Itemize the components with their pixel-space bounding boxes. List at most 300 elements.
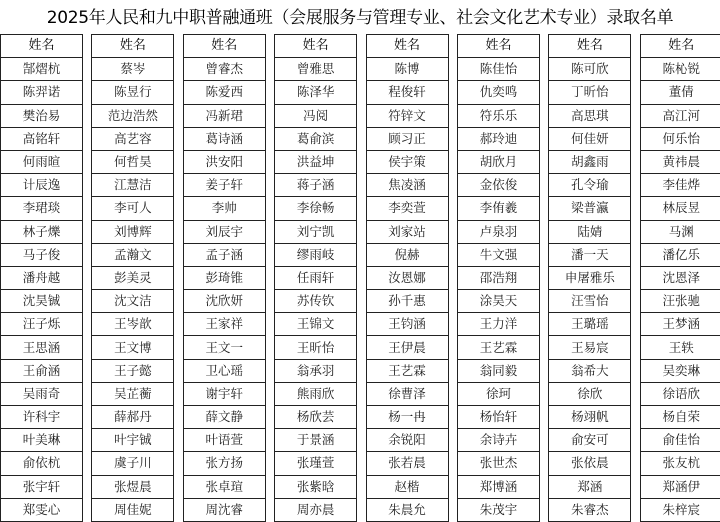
table-row xyxy=(275,406,357,429)
student-name: 于景涵 xyxy=(275,429,357,452)
table-row xyxy=(549,58,631,81)
table-row xyxy=(92,336,174,359)
student-name: 刘博辉 xyxy=(92,220,174,243)
student-name: 姜子轩 xyxy=(183,174,265,197)
student-name: 张世杰 xyxy=(457,452,539,475)
student-name: 何雨暄 xyxy=(1,150,83,173)
student-name: 仇奕鸣 xyxy=(457,81,539,104)
page-title: 2025年人民和九中职普融通班（会展服务与管理专业、社会文化艺术专业）录取名单 xyxy=(46,8,674,28)
student-name: 丁昕怡 xyxy=(549,81,631,104)
column-header-name: 姓名 xyxy=(549,35,631,58)
student-name: 何佳妍 xyxy=(549,127,631,150)
student-name: 符锌文 xyxy=(366,104,448,127)
table-row xyxy=(275,174,357,197)
table-row xyxy=(183,197,265,220)
student-name: 杨翊帆 xyxy=(549,406,631,429)
student-name: 叶宇铖 xyxy=(92,429,174,452)
table-row xyxy=(92,127,174,150)
student-name: 蒋子涵 xyxy=(275,174,357,197)
table-header-row xyxy=(549,35,631,58)
table-row xyxy=(640,452,720,475)
student-name: 曾雅思 xyxy=(275,58,357,81)
table-row xyxy=(366,150,448,173)
student-name: 郝玲迪 xyxy=(457,127,539,150)
student-name: 牛文强 xyxy=(457,243,539,266)
table-row xyxy=(1,197,83,220)
column-header-name: 姓名 xyxy=(183,35,265,58)
roster-table xyxy=(366,34,449,522)
table-row xyxy=(1,127,83,150)
table-row xyxy=(366,452,448,475)
table-row xyxy=(640,58,720,81)
table-row xyxy=(1,498,83,521)
student-name: 李侑羲 xyxy=(457,197,539,220)
table-row xyxy=(366,290,448,313)
table-row xyxy=(549,104,631,127)
student-name: 高铭轩 xyxy=(1,127,83,150)
table-row xyxy=(1,220,83,243)
student-name: 郑博涵 xyxy=(457,475,539,498)
table-row xyxy=(640,266,720,289)
table-row xyxy=(366,104,448,127)
student-name: 潘舟越 xyxy=(1,266,83,289)
student-name: 王昕怡 xyxy=(275,336,357,359)
student-name: 赵楷 xyxy=(366,475,448,498)
student-name: 吴芷蘅 xyxy=(92,382,174,405)
table-row xyxy=(457,429,539,452)
student-name: 汝恩娜 xyxy=(366,266,448,289)
table-row xyxy=(640,498,720,521)
table-row xyxy=(457,452,539,475)
student-name: 何乐怡 xyxy=(640,127,720,150)
student-name: 朱梓宸 xyxy=(640,498,720,521)
student-name: 王文博 xyxy=(92,336,174,359)
table-row xyxy=(275,266,357,289)
table-row xyxy=(183,81,265,104)
student-name: 郑涵 xyxy=(549,475,631,498)
table-row xyxy=(549,174,631,197)
student-name: 任雨轩 xyxy=(275,266,357,289)
table-header-row xyxy=(275,35,357,58)
roster-table xyxy=(0,34,83,522)
table-row xyxy=(549,359,631,382)
student-name: 李奕萱 xyxy=(366,197,448,220)
student-name: 张友杭 xyxy=(640,452,720,475)
student-name: 符乐乐 xyxy=(457,104,539,127)
table-row xyxy=(92,406,174,429)
student-name: 刘宁凯 xyxy=(275,220,357,243)
table-row xyxy=(640,220,720,243)
student-name: 金依俊 xyxy=(457,174,539,197)
table-row xyxy=(275,58,357,81)
column-header-name: 姓名 xyxy=(1,35,83,58)
table-row xyxy=(92,266,174,289)
table-row xyxy=(366,220,448,243)
student-name: 倪赫 xyxy=(366,243,448,266)
table-row xyxy=(92,290,174,313)
table-row xyxy=(183,58,265,81)
table-row xyxy=(183,382,265,405)
table-row xyxy=(275,104,357,127)
table-row xyxy=(549,313,631,336)
student-name: 涂昊天 xyxy=(457,290,539,313)
student-name: 叶美琳 xyxy=(1,429,83,452)
table-header-row xyxy=(92,35,174,58)
student-name: 王子懿 xyxy=(92,359,174,382)
student-name: 董倩 xyxy=(640,81,720,104)
table-row xyxy=(1,290,83,313)
table-row xyxy=(275,81,357,104)
table-row xyxy=(366,243,448,266)
table-row xyxy=(92,359,174,382)
student-name: 薛文静 xyxy=(183,406,265,429)
student-name: 张依晨 xyxy=(549,452,631,475)
student-name: 王文一 xyxy=(183,336,265,359)
table-row xyxy=(549,406,631,429)
table-row xyxy=(1,104,83,127)
student-name: 卢泉羽 xyxy=(457,220,539,243)
table-row xyxy=(640,197,720,220)
table-row xyxy=(1,150,83,173)
table-row xyxy=(549,290,631,313)
column-header-name: 姓名 xyxy=(640,35,720,58)
student-name: 洪安阳 xyxy=(183,150,265,173)
student-name: 梁普瀛 xyxy=(549,197,631,220)
table-row xyxy=(1,359,83,382)
table-row xyxy=(549,498,631,521)
table-row xyxy=(457,58,539,81)
table-row xyxy=(457,104,539,127)
table-row xyxy=(549,429,631,452)
column-header-name: 姓名 xyxy=(92,35,174,58)
student-name: 郜熠杭 xyxy=(1,58,83,81)
student-name: 王易宸 xyxy=(549,336,631,359)
student-name: 孟瀚文 xyxy=(92,243,174,266)
student-name: 陈博 xyxy=(366,58,448,81)
table-row xyxy=(457,290,539,313)
student-name: 吴奕琳 xyxy=(640,359,720,382)
student-name: 王璐瑶 xyxy=(549,313,631,336)
student-name: 陈可欣 xyxy=(549,58,631,81)
student-name: 林子爍 xyxy=(1,220,83,243)
table-row xyxy=(457,382,539,405)
table-row xyxy=(366,359,448,382)
table-row xyxy=(1,313,83,336)
student-name: 王锦文 xyxy=(275,313,357,336)
student-name: 徐欣 xyxy=(549,382,631,405)
table-row xyxy=(183,150,265,173)
student-name: 周佳妮 xyxy=(92,498,174,521)
table-row xyxy=(275,475,357,498)
table-row xyxy=(457,359,539,382)
table-header-row xyxy=(366,35,448,58)
table-row xyxy=(457,266,539,289)
student-name: 王梦涵 xyxy=(640,313,720,336)
student-name: 潘一天 xyxy=(549,243,631,266)
table-row xyxy=(366,429,448,452)
table-row xyxy=(275,243,357,266)
table-row xyxy=(183,313,265,336)
student-name: 沈恩泽 xyxy=(640,266,720,289)
table-row xyxy=(640,429,720,452)
student-name: 杨自荣 xyxy=(640,406,720,429)
student-name: 孙千惠 xyxy=(366,290,448,313)
student-name: 葛诗涵 xyxy=(183,127,265,150)
table-row xyxy=(1,336,83,359)
table-row xyxy=(92,498,174,521)
student-name: 王艺霖 xyxy=(457,336,539,359)
table-row xyxy=(549,197,631,220)
student-name: 叶语萱 xyxy=(183,429,265,452)
student-name: 俞安可 xyxy=(549,429,631,452)
student-name: 徐曹泽 xyxy=(366,382,448,405)
student-name: 刘家站 xyxy=(366,220,448,243)
student-name: 许科宇 xyxy=(1,406,83,429)
table-row xyxy=(183,452,265,475)
table-row xyxy=(549,475,631,498)
student-name: 李徐畅 xyxy=(275,197,357,220)
table-row xyxy=(640,313,720,336)
student-name: 俞佳怡 xyxy=(640,429,720,452)
table-row xyxy=(92,220,174,243)
table-row xyxy=(1,58,83,81)
table-row xyxy=(549,81,631,104)
table-row xyxy=(1,475,83,498)
student-name: 葛俞滨 xyxy=(275,127,357,150)
student-name: 王思涵 xyxy=(1,336,83,359)
table-row xyxy=(640,382,720,405)
student-name: 王伊晨 xyxy=(366,336,448,359)
table-row xyxy=(183,406,265,429)
student-name: 翁承羽 xyxy=(275,359,357,382)
student-name: 薛郝丹 xyxy=(92,406,174,429)
student-name: 沈欣妍 xyxy=(183,290,265,313)
table-row xyxy=(183,243,265,266)
table-row xyxy=(1,243,83,266)
student-name: 申屠雅乐 xyxy=(549,266,631,289)
student-name: 冯阅 xyxy=(275,104,357,127)
table-row xyxy=(183,429,265,452)
table-row xyxy=(457,475,539,498)
table-row xyxy=(457,243,539,266)
table-row xyxy=(366,313,448,336)
student-name: 刘辰宇 xyxy=(183,220,265,243)
student-name: 潘亿乐 xyxy=(640,243,720,266)
table-row xyxy=(275,197,357,220)
table-row xyxy=(275,127,357,150)
student-name: 翁希大 xyxy=(549,359,631,382)
table-row xyxy=(92,382,174,405)
table-row xyxy=(183,498,265,521)
roster-table xyxy=(274,34,357,522)
column-header-name: 姓名 xyxy=(366,35,448,58)
student-name: 苏传钦 xyxy=(275,290,357,313)
student-name: 汪雪怡 xyxy=(549,290,631,313)
table-row xyxy=(1,266,83,289)
table-row xyxy=(549,150,631,173)
table-row xyxy=(92,81,174,104)
student-name: 王轶 xyxy=(640,336,720,359)
table-row xyxy=(366,58,448,81)
table-row xyxy=(92,150,174,173)
student-name: 沈昊铖 xyxy=(1,290,83,313)
student-name: 翁同毅 xyxy=(457,359,539,382)
student-name: 陈爱西 xyxy=(183,81,265,104)
student-name: 高江河 xyxy=(640,104,720,127)
table-row xyxy=(640,243,720,266)
table-row xyxy=(640,174,720,197)
student-name: 张卓瑄 xyxy=(183,475,265,498)
student-name: 樊治易 xyxy=(1,104,83,127)
table-row xyxy=(183,127,265,150)
table-row xyxy=(366,81,448,104)
student-name: 侯宇策 xyxy=(366,150,448,173)
table-row xyxy=(183,336,265,359)
roster-table xyxy=(91,34,174,522)
student-name: 王艺霖 xyxy=(366,359,448,382)
student-name: 陆婧 xyxy=(549,220,631,243)
table-row xyxy=(183,475,265,498)
student-name: 吴雨奇 xyxy=(1,382,83,405)
student-name: 孔令瑜 xyxy=(549,174,631,197)
student-name: 朱晨允 xyxy=(366,498,448,521)
student-name: 余锐阳 xyxy=(366,429,448,452)
table-row xyxy=(92,475,174,498)
table-row xyxy=(275,336,357,359)
student-name: 王钧涵 xyxy=(366,313,448,336)
table-row xyxy=(640,127,720,150)
student-name: 曾睿杰 xyxy=(183,58,265,81)
table-header-row xyxy=(640,35,720,58)
student-name: 陈羿诺 xyxy=(1,81,83,104)
student-name: 汪子烁 xyxy=(1,313,83,336)
table-row xyxy=(366,266,448,289)
table-row xyxy=(92,58,174,81)
student-name: 张紫晗 xyxy=(275,475,357,498)
table-row xyxy=(366,382,448,405)
table-row xyxy=(640,81,720,104)
student-name: 王俞涵 xyxy=(1,359,83,382)
student-name: 张宇轩 xyxy=(1,475,83,498)
roster-grid xyxy=(0,34,720,517)
student-name: 杨欣芸 xyxy=(275,406,357,429)
table-row xyxy=(1,81,83,104)
student-name: 王家祥 xyxy=(183,313,265,336)
student-name: 洪益坤 xyxy=(275,150,357,173)
table-row xyxy=(183,266,265,289)
table-header-row xyxy=(183,35,265,58)
table-row xyxy=(275,313,357,336)
student-name: 谢宇轩 xyxy=(183,382,265,405)
table-row xyxy=(183,104,265,127)
student-name: 陈泽华 xyxy=(275,81,357,104)
table-row xyxy=(366,336,448,359)
column-header-name: 姓名 xyxy=(275,35,357,58)
student-name: 高思琪 xyxy=(549,104,631,127)
student-name: 杨一冉 xyxy=(366,406,448,429)
student-name: 熊雨欣 xyxy=(275,382,357,405)
table-row xyxy=(640,336,720,359)
student-name: 焦凌涵 xyxy=(366,174,448,197)
student-name: 计辰逸 xyxy=(1,174,83,197)
student-name: 缪雨岐 xyxy=(275,243,357,266)
student-name: 林辰昱 xyxy=(640,197,720,220)
table-row xyxy=(640,406,720,429)
table-row xyxy=(457,197,539,220)
table-row xyxy=(92,174,174,197)
student-name: 郑涵伊 xyxy=(640,475,720,498)
student-name: 王岑歆 xyxy=(92,313,174,336)
table-header-row xyxy=(1,35,83,58)
table-row xyxy=(275,150,357,173)
roster-table xyxy=(640,34,720,522)
table-row xyxy=(92,313,174,336)
student-name: 沈文洁 xyxy=(92,290,174,313)
student-name: 冯新珺 xyxy=(183,104,265,127)
table-row xyxy=(275,452,357,475)
student-name: 虞子川 xyxy=(92,452,174,475)
table-row xyxy=(457,127,539,150)
table-row xyxy=(457,150,539,173)
table-row xyxy=(457,406,539,429)
student-name: 陈昱行 xyxy=(92,81,174,104)
table-row xyxy=(640,359,720,382)
table-row xyxy=(275,290,357,313)
table-row xyxy=(549,220,631,243)
table-row xyxy=(92,243,174,266)
student-name: 余诗卉 xyxy=(457,429,539,452)
table-row xyxy=(640,104,720,127)
student-name: 陈杺锐 xyxy=(640,58,720,81)
student-name: 胡鑫雨 xyxy=(549,150,631,173)
roster-table xyxy=(548,34,631,522)
table-row xyxy=(275,220,357,243)
table-row xyxy=(1,382,83,405)
table-row xyxy=(183,220,265,243)
table-row xyxy=(457,313,539,336)
table-row xyxy=(183,174,265,197)
student-name: 李佳烨 xyxy=(640,174,720,197)
student-name: 卫心瑶 xyxy=(183,359,265,382)
student-name: 马渊 xyxy=(640,220,720,243)
table-row xyxy=(640,150,720,173)
roster-table xyxy=(183,34,266,522)
table-row xyxy=(92,197,174,220)
table-row xyxy=(549,243,631,266)
student-name: 杨怡轩 xyxy=(457,406,539,429)
table-row xyxy=(640,475,720,498)
table-row xyxy=(275,429,357,452)
student-name: 马子俊 xyxy=(1,243,83,266)
table-row xyxy=(1,406,83,429)
table-row xyxy=(457,220,539,243)
table-row xyxy=(92,429,174,452)
student-name: 张若晨 xyxy=(366,452,448,475)
table-row xyxy=(92,104,174,127)
student-name: 徐珂 xyxy=(457,382,539,405)
student-name: 范边浩然 xyxy=(92,104,174,127)
table-row xyxy=(366,197,448,220)
student-name: 徐语欣 xyxy=(640,382,720,405)
student-name: 李珺琰 xyxy=(1,197,83,220)
student-name: 张瑾萱 xyxy=(275,452,357,475)
student-name: 何哲昊 xyxy=(92,150,174,173)
student-name: 张煜晨 xyxy=(92,475,174,498)
student-name: 周沈睿 xyxy=(183,498,265,521)
student-name: 高艺容 xyxy=(92,127,174,150)
roster-table xyxy=(457,34,540,522)
table-row xyxy=(275,382,357,405)
